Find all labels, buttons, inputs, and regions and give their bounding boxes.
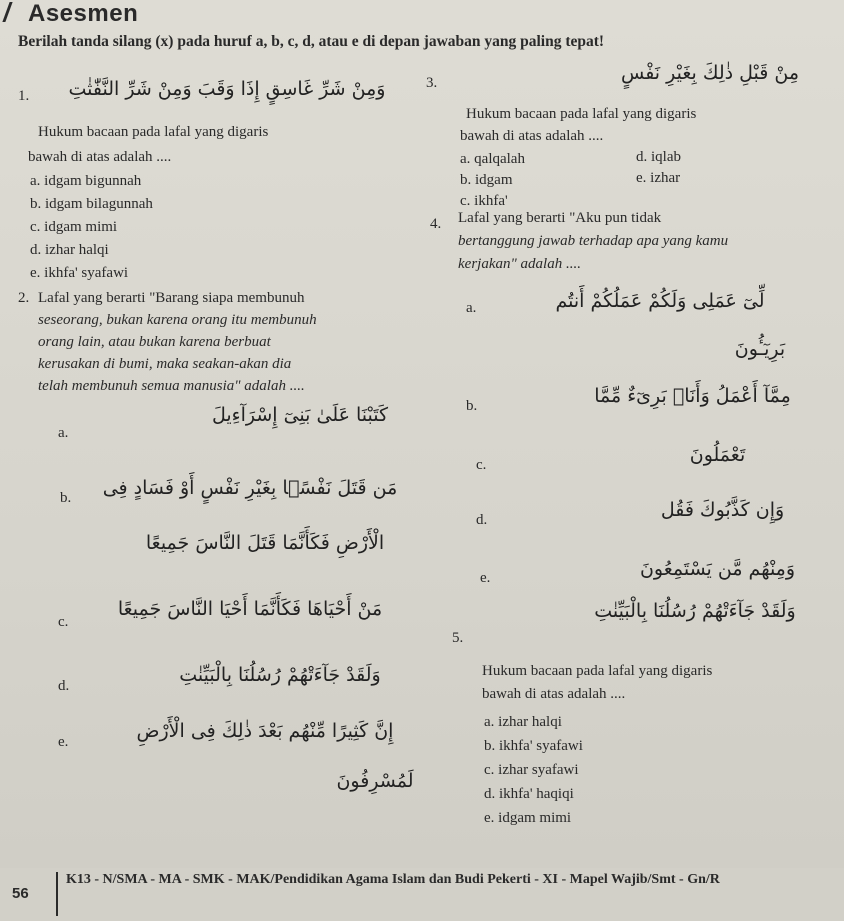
q3-number: 3.	[426, 75, 438, 91]
q2-option-a-arabic: كَتَبْنَا عَلَىٰ بَنِىٓ إِسْرَآءِيلَ	[211, 404, 389, 426]
q5-option-b[interactable]: b. ikhfa' syafawi	[484, 738, 583, 754]
q4-number: 4.	[430, 216, 442, 232]
title-mark	[2, 2, 27, 22]
q4-option-e-label[interactable]: e.	[480, 570, 491, 586]
q1-stem-line1: Hukum bacaan pada lafal yang digaris	[38, 124, 269, 140]
instruction: Berilah tanda silang (x) pada huruf a, b, c, d, atau e di depan jawaban yang paling tepat!	[18, 33, 605, 50]
q4-stem-line3: kerjakan" adalah ....	[458, 256, 581, 272]
q4-stem-line1: Lafal yang berarti "Aku pun tidak	[458, 210, 662, 226]
page-number: 56	[12, 885, 29, 902]
q5-stem-line1: Hukum bacaan pada lafal yang digaris	[482, 663, 713, 679]
q5-arabic: وَلَقَدْ جَآءَتْهُمْ رُسُلُنَا بِالْبَيِّنٰتِ	[594, 600, 796, 622]
q2-number: 2.	[18, 290, 30, 306]
q5-option-d[interactable]: d. ikhfa' haqiqi	[484, 786, 574, 802]
q3-option-d[interactable]: d. iqlab	[636, 149, 681, 165]
q2-option-c-label[interactable]: c.	[58, 614, 69, 630]
q2-option-d-arabic: وَلَقَدْ جَآءَتْهُمْ رُسُلُنَا بِالْبَيِّنٰتِ	[179, 664, 381, 686]
q4-stem-line2: bertanggung jawab terhadap apa yang kamu	[458, 233, 729, 249]
q2-stem-line2: seseorang, bukan karena orang itu membunuh	[38, 312, 317, 328]
q2-option-b-arabic-1: مَن قَتَلَ نَفْسًۢا بِغَيْرِ نَفْسٍ أَوْ فَسَادٍ فِى	[102, 477, 398, 499]
q1-option-b[interactable]: b. idgam bilagunnah	[30, 196, 153, 212]
q1-stem-line2: bawah di atas adalah ....	[28, 149, 172, 165]
q2-stem-line3: orang lain, atau bukan karena berbuat	[38, 334, 271, 350]
q4-option-a-arabic-2: بَرِيٓـُٔونَ	[734, 338, 786, 360]
q4-option-b-arabic: مِمَّآ أَعْمَلُ وَأَنَا۠ بَرِىٓءٌ مِّمَّا	[594, 385, 791, 407]
q3-option-e[interactable]: e. izhar	[636, 170, 681, 186]
q1-option-c[interactable]: c. idgam mimi	[30, 219, 118, 235]
q3-option-a[interactable]: a. qalqalah	[460, 151, 525, 167]
q4-option-a-arabic-1: لِّىٓ عَمَلِى وَلَكُمْ عَمَلُكُمْ أَنتُم	[555, 290, 765, 312]
q2-option-e-arabic-2: لَمُسْرِفُونَ	[336, 770, 414, 792]
q1-option-e[interactable]: e. ikhfa' syafawi	[30, 265, 129, 281]
q5-option-a[interactable]: a. izhar halqi	[484, 714, 562, 730]
q3-arabic: مِنْ قَبْلِ ذٰلِكَ بِغَيْرِ نَفْسٍ	[620, 62, 800, 84]
q4-option-c-arabic: تَعْمَلُونَ	[689, 444, 746, 466]
q3-option-c[interactable]: c. ikhfa'	[460, 193, 508, 209]
q5-option-c[interactable]: c. izhar syafawi	[484, 762, 579, 778]
q1-option-d[interactable]: d. izhar halqi	[30, 242, 109, 258]
q1-option-a[interactable]: a. idgam bigunnah	[30, 173, 142, 189]
page-title: Asesmen	[28, 0, 139, 27]
q4-option-e-arabic: وَمِنْهُم مَّن يَسْتَمِعُونَ	[639, 558, 796, 580]
q5-number: 5.	[452, 630, 464, 646]
q2-option-b-arabic-2: الْأَرْضِ فَكَأَنَّمَا قَتَلَ النَّاسَ جَمِيعًا	[145, 532, 385, 554]
q5-option-e[interactable]: e. idgam mimi	[484, 810, 572, 826]
q2-option-d-label[interactable]: d.	[58, 678, 70, 694]
q3-option-b[interactable]: b. idgam	[460, 172, 513, 188]
q3-stem-line2: bawah di atas adalah ....	[460, 128, 604, 144]
q4-option-b-label[interactable]: b.	[466, 398, 478, 414]
q2-option-c-arabic: مَنْ أَحْيَاهَا فَكَأَنَّمَا أَحْيَا النَّاسَ جَمِيعًا	[117, 598, 383, 620]
q3-stem-line1: Hukum bacaan pada lafal yang digaris	[466, 106, 697, 122]
q2-option-a-label[interactable]: a.	[58, 425, 69, 441]
q2-option-e-arabic-1: إِنَّ كَثِيرًا مِّنْهُم بَعْدَ ذٰلِكَ فِى الْأَرْضِ	[136, 720, 394, 742]
q1-arabic: وَمِنْ شَرِّ غَاسِقٍ إِذَا وَقَبَ وَمِنْ شَرِّ النَّفّٰثٰتِ	[68, 78, 386, 100]
q4-option-d-label[interactable]: d.	[476, 512, 488, 528]
q5-stem-line2: bawah di atas adalah ....	[482, 686, 626, 702]
q2-option-b-label[interactable]: b.	[60, 490, 72, 506]
q2-stem-line4: kerusakan di bumi, maka seakan-akan dia	[38, 356, 292, 372]
q2-stem-line5: telah membunuh semua manusia" adalah ....	[38, 378, 305, 394]
footer-text: K13 - N/SMA - MA - SMK - MAK/Pendidikan Agama Islam dan Budi Pekerti - XI - Mapel Wajib/Smt - Gn/R	[66, 872, 720, 887]
q2-stem-line1: Lafal yang berarti "Barang siapa membunuh	[38, 290, 305, 306]
q4-option-d-arabic: وَإِن كَذَّبُوكَ فَقُل	[660, 499, 785, 521]
q1-number: 1.	[18, 88, 30, 104]
footer-divider	[56, 872, 58, 916]
q4-option-c-label[interactable]: c.	[476, 457, 487, 473]
q4-option-a-label[interactable]: a.	[466, 300, 477, 316]
q2-option-e-label[interactable]: e.	[58, 734, 69, 750]
